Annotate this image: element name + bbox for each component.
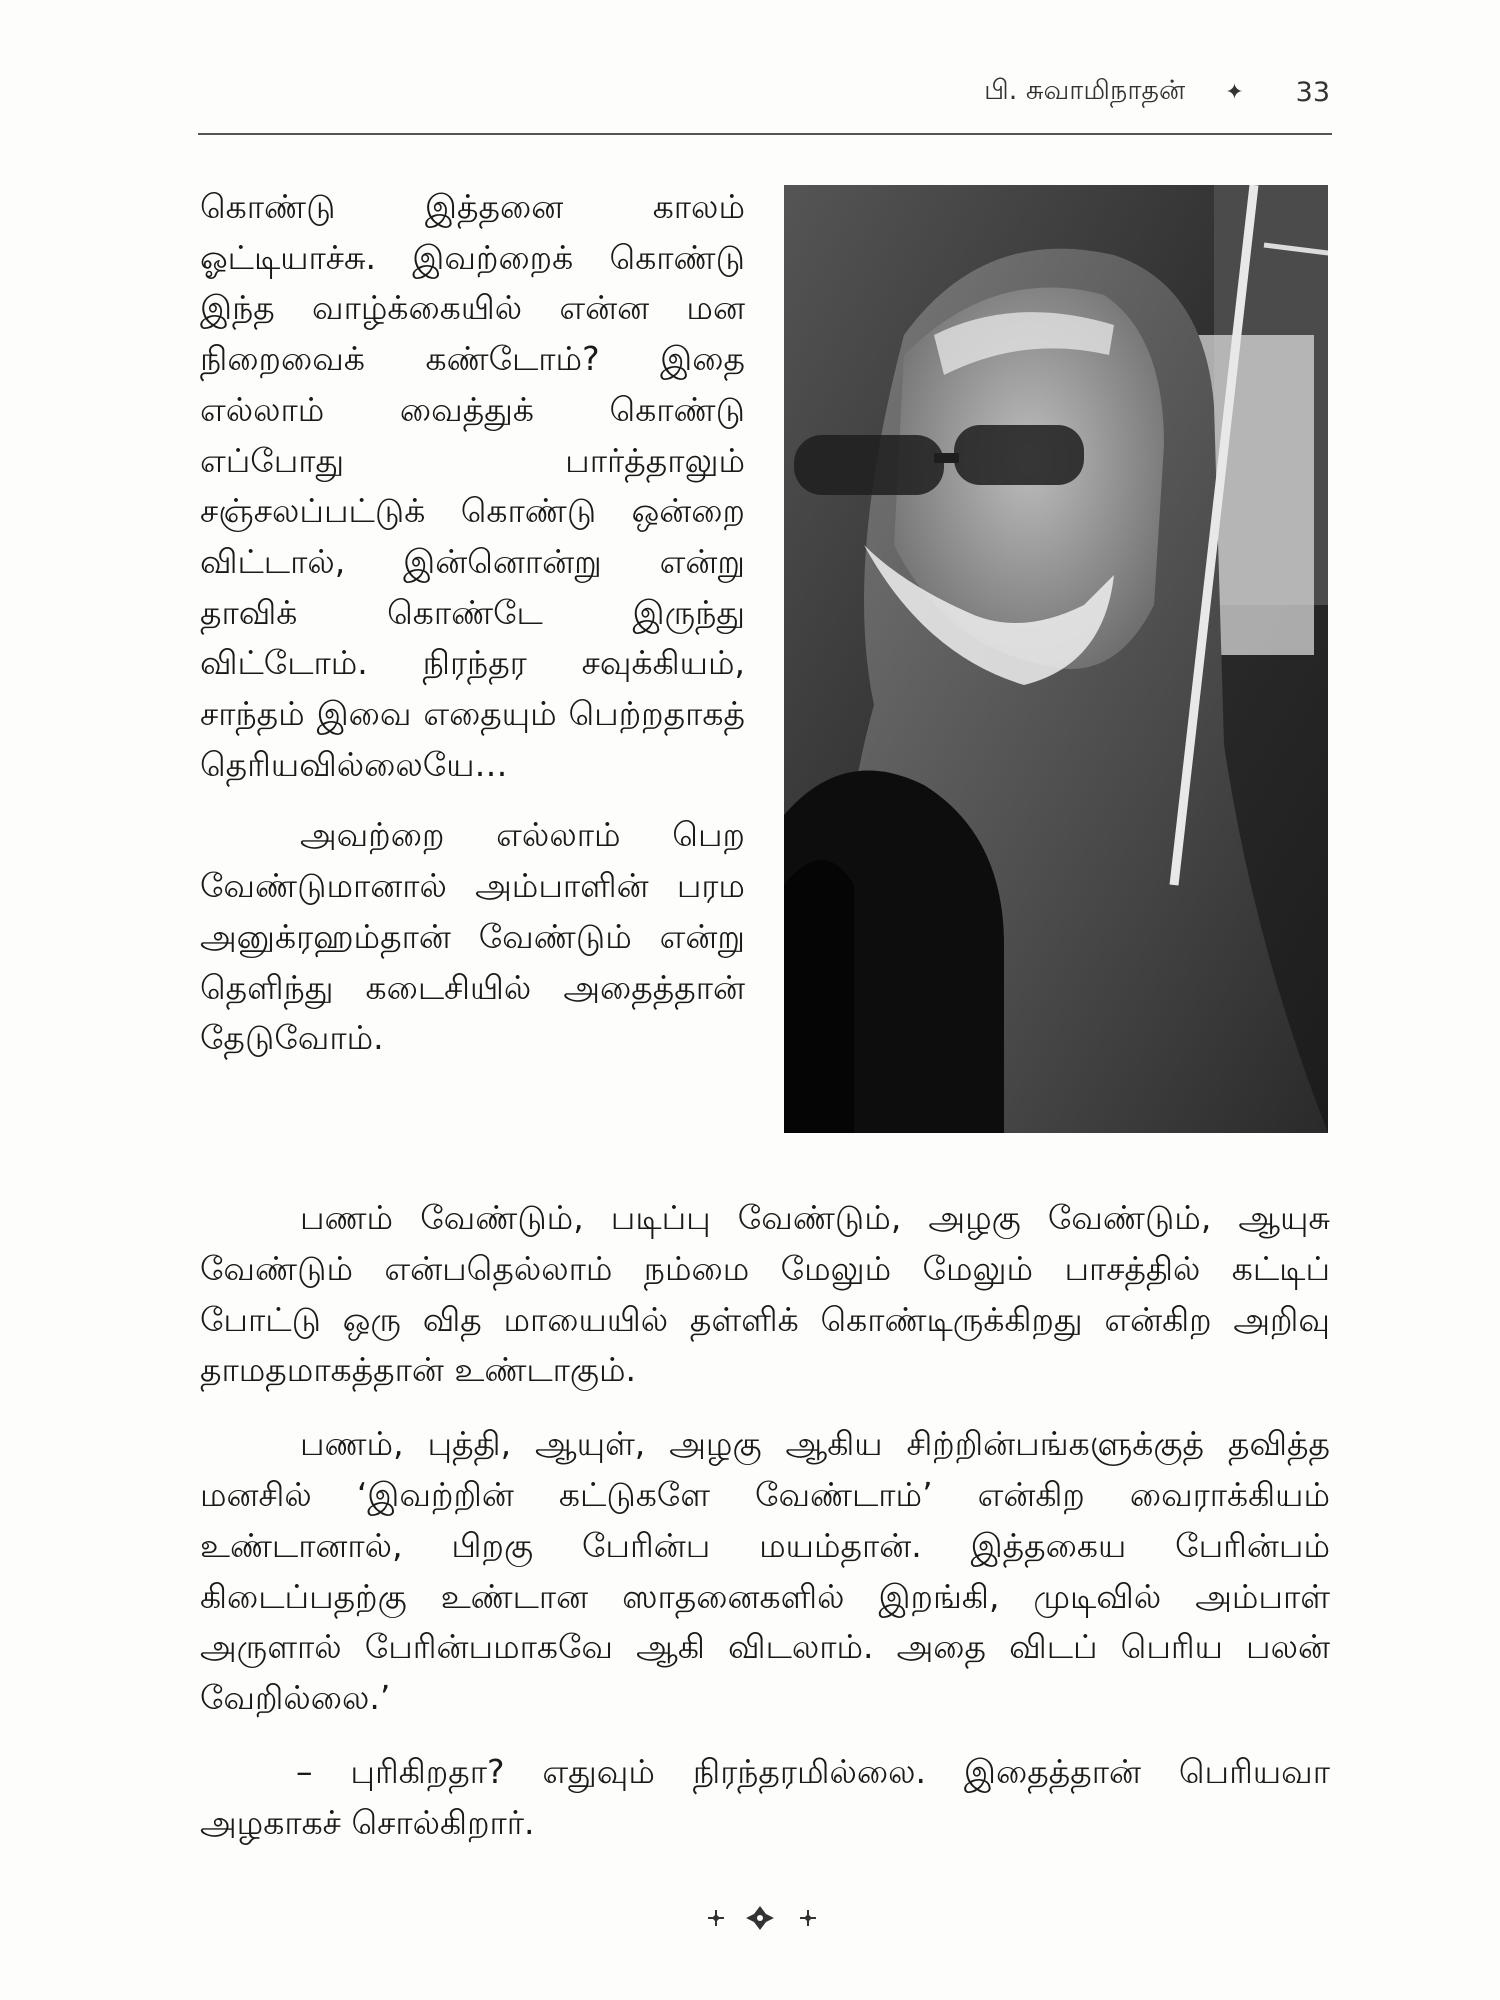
body-paragraph-1: பணம் வேண்டும், படிப்பு வேண்டும், அழகு வேண்டும், ஆயுசு வேண்டும் என்பதெல்லாம் நம்மை மேலும் மேலும் பாசத்தில் கட்டிப் போட்டு ஒரு வித மாயையில் தள்ளிக் கொண்டிருக்கிறது என்கிற அறிவு தாமதமாகத்தான் உண்டாகும். xyxy=(200,1198,1330,1390)
portrait-photo-image xyxy=(784,185,1328,1133)
header-rule xyxy=(198,133,1332,135)
body-paragraph-3: – புரிகிறதா? எதுவும் நிரந்தரமில்லை. இதைத்தான் பெரியவா அழகாகச் சொல்கிறார். xyxy=(200,1751,1330,1842)
body-paragraph-2: பணம், புத்தி, ஆயுள், அழகு ஆகிய சிற்றின்பங்களுக்குத் தவித்த மனசில் ‘இவற்றின் கட்டுகளே வேண்டாம்’ என்கிற வைராக்கியம் உண்டானால், பிறகு பேரின்ப மயம்தான். இத்தகைய பேரின்பம் கிடைப்பதற்கு உண்டான ஸாதனைகளில் இறங்கி, முடிவில் அம்பாள் அருளால் பேரின்பமாகவே ஆகி விடலாம். அதை விடப் பெரிய பலன் வேறில்லை.’ xyxy=(200,1424,1330,1718)
running-header xyxy=(200,72,1330,112)
header-separator: ✦ xyxy=(1225,79,1244,105)
column-paragraph-2: அவற்றை எல்லாம் பெற வேண்டுமானால் அம்பாளின் பரம அனுக்ரஹம்தான் வேண்டும் என்று தெளிந்து கடைசியில் அதைத்தான் தேடுவோம். xyxy=(200,815,745,1058)
column-paragraph-1: கொண்டு இத்தனை காலம் ஓட்டியாச்சு. இவற்றைக் கொண்டு இந்த வாழ்க்கையில் என்ன மன நிறைவைக் கண்டோம்? இதை எல்லாம் வைத்துக் கொண்டு எப்போது பார்த்தாலும் சஞ்சலப்பட்டுக் கொண்டு ஒன்றை விட்டால், இன்னொன்று என்று தாவிக் கொண்டே இருந்து விட்டோம். நிரந்தர சவுக்கியம், சாந்தம் இவை எதையும் பெற்றதாகத் தெரியவில்லையே… xyxy=(200,187,745,784)
page-number: 33 xyxy=(1295,76,1330,108)
section-end-ornament xyxy=(700,1900,820,1936)
body-text xyxy=(200,1193,1330,1849)
header-author: பி. சுவாமிநாதன் xyxy=(984,74,1186,106)
column-text xyxy=(200,182,745,1064)
portrait-photo xyxy=(784,185,1328,1133)
